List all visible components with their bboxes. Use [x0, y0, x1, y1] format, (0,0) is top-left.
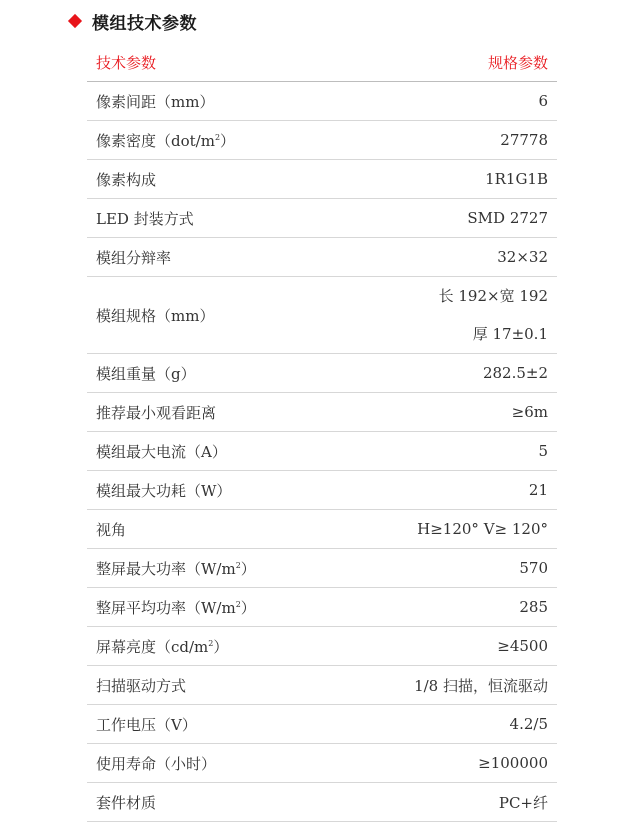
table-header-row: [87, 43, 557, 82]
label-text-end: ）: [240, 598, 256, 617]
row-value: ≥100000: [340, 744, 557, 783]
row-label: [87, 588, 340, 627]
row-label: 模组分辩率: [87, 238, 340, 277]
table-row: [87, 783, 557, 822]
label-text-end: ）: [213, 637, 229, 656]
diamond-icon: [68, 14, 82, 28]
row-value: 6: [340, 82, 557, 121]
row-label: [87, 121, 340, 160]
row-label: 使用寿命（小时）: [87, 744, 340, 783]
table-row: [87, 432, 557, 471]
table-row: [87, 82, 557, 121]
label-text: 屏幕亮度（cd/m: [96, 637, 209, 656]
row-label: 套件材质: [87, 783, 340, 822]
section-title: 模组技术参数: [92, 13, 197, 34]
value-line-2: 厚 17±0.1: [472, 325, 548, 343]
row-value: 32×32: [340, 238, 557, 277]
table-row: [87, 393, 557, 432]
table-row: [87, 471, 557, 510]
row-value: ≥4500: [340, 627, 557, 666]
row-value: PC+纤: [340, 783, 557, 822]
value-line-1: 长 192×宽 192: [438, 287, 548, 305]
row-value: 21: [340, 471, 557, 510]
label-text-end: ）: [220, 131, 236, 150]
table-row: [87, 666, 557, 705]
spec-table: [87, 43, 557, 822]
row-label: 视角: [87, 510, 340, 549]
row-value: SMD 2727: [340, 199, 557, 238]
table-row: [87, 627, 557, 666]
row-value: ≥6m: [340, 393, 557, 432]
row-label: 推荐最小观看距离: [87, 393, 340, 432]
table-row: [87, 588, 557, 627]
table-row: [87, 238, 557, 277]
label-text: 像素密度（dot/m: [96, 131, 215, 150]
superscript-2: 2: [214, 132, 221, 142]
header-spec: 规格参数: [340, 43, 557, 82]
row-label: 像素构成: [87, 160, 340, 199]
table-row: [87, 354, 557, 393]
row-value: 282.5±2: [340, 354, 557, 393]
table-row: [87, 744, 557, 783]
label-text: 整屏最大功率（W/m: [96, 559, 236, 578]
row-value: H≥120° V≥ 120°: [340, 510, 557, 549]
row-label: 工作电压（V）: [87, 705, 340, 744]
row-label: 模组重量（g）: [87, 354, 340, 393]
row-value: [340, 277, 557, 354]
table-row: [87, 549, 557, 588]
row-value: 570: [340, 549, 557, 588]
label-text-end: ）: [240, 559, 256, 578]
row-value: 1/8 扫描，恒流驱动: [340, 666, 557, 705]
superscript-2: 2: [235, 560, 241, 570]
row-value: 285: [340, 588, 557, 627]
row-label: LED 封装方式: [87, 199, 340, 238]
table-row: [87, 510, 557, 549]
table-row: [87, 277, 557, 354]
table-row: [87, 121, 557, 160]
row-label: 像素间距（mm）: [87, 82, 340, 121]
superscript-2: 2: [235, 599, 241, 609]
row-value: 1R1G1B: [340, 160, 557, 199]
row-label: 模组最大电流（A）: [87, 432, 340, 471]
row-label: 模组规格（mm）: [87, 277, 340, 354]
section-heading: [69, 9, 197, 33]
table-row: [87, 160, 557, 199]
row-label: 扫描驱动方式: [87, 666, 340, 705]
header-param: 技术参数: [87, 43, 340, 82]
row-value: 5: [340, 432, 557, 471]
row-label: [87, 549, 340, 588]
label-text: 整屏平均功率（W/m: [96, 598, 236, 617]
row-value: 27778: [340, 121, 557, 160]
table-row: [87, 705, 557, 744]
row-value: 4.2/5: [340, 705, 557, 744]
table-row: [87, 199, 557, 238]
row-label: [87, 627, 340, 666]
row-label: 模组最大功耗（W）: [87, 471, 340, 510]
superscript-2: 2: [208, 638, 214, 648]
